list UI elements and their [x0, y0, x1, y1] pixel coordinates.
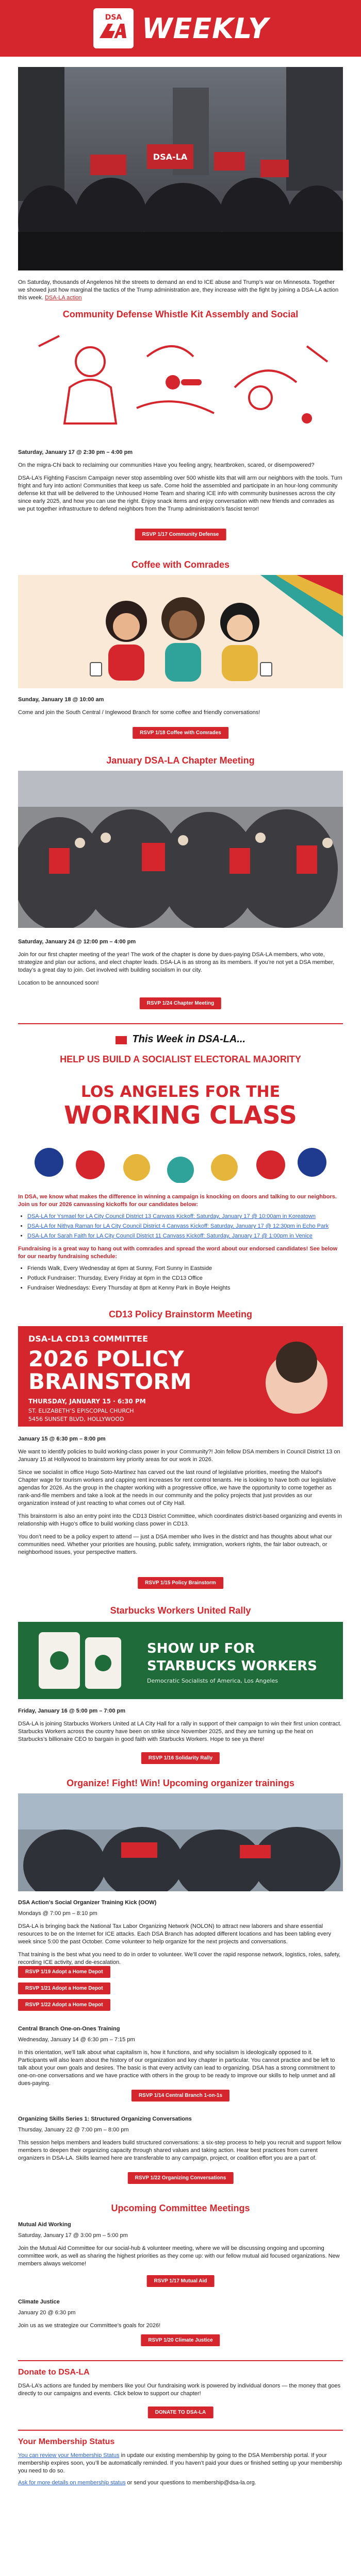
- fundraising-list: [18, 1265, 343, 1292]
- rsvp-chapter-meeting-button[interactable]: RSVP 1/24 Chapter Meeting: [140, 997, 221, 1009]
- starbucks-details: [18, 1707, 343, 1743]
- training-1-body: DSA-LA is bringing back the National Tax Labor Organizing Network (NOLON) to attract new laborers and share essential resources to be on the Internet for ICE attacks. Each DSA Branch has adopted different locations and has been tabling every week since 5:00 the past October. Come volunteer to help organize for the next projects and conversations.: [18, 1923, 332, 1945]
- rose-icon: [116, 1036, 127, 1044]
- training-2-title: Central Branch One-on-Ones Training: [18, 2026, 120, 2032]
- content-body: [0, 302, 361, 2576]
- committee-2-title: Climate Justice: [18, 2299, 60, 2305]
- membership-line1: [18, 2452, 343, 2475]
- organize-details-3: [18, 2115, 343, 2162]
- cd13-datetime: January 15 @ 6:30 pm – 8:00 pm: [18, 1436, 106, 1442]
- chapter-meeting-photo: [18, 771, 343, 928]
- membership-line2-rest: or send your questions to membership@dsa-la.org.: [125, 2480, 256, 2486]
- chapter-meeting-datetime: Saturday, January 24 @ 12:00 pm – 4:00 pm: [18, 939, 136, 945]
- fundraising-intro: Fundraising is a great way to hang out with comrades and spread the word about our endorsed candidates! See below for our nearby fundraising schedule:: [18, 1246, 338, 1260]
- rsvp-adopt-home-depot-2-button[interactable]: RSVP 1/21 Adopt a Home Depot: [18, 1982, 110, 1994]
- cd13-details: [18, 1435, 343, 1556]
- coffee-datetime: Sunday, January 18 @ 10:00 am: [18, 697, 104, 703]
- electoral-banner-line1: LOS ANGELES FOR THE: [80, 1083, 281, 1101]
- fundraising-item: • Potluck Fundraiser: Thursday, Every Friday at 6pm in the CD13 Office: [27, 1275, 343, 1282]
- cd13-body4: You don’t need to be a policy expert to attend — just a DSA member who lives in the district and has thoughts about what our communities need. Whether your priorities are housing, public safety, immigration, workers rights, the fair labor outreach, or neighborhood issues, your perspective matters.: [18, 1534, 332, 1555]
- this-week-heading: This Week in DSA-LA...: [132, 1033, 246, 1045]
- cd13-banner-when: THURSDAY, JANUARY 15 · 6:30 PM: [28, 1398, 146, 1405]
- training-3-title: Organizing Skills Series 1: Structured Organizing Conversations: [18, 2116, 192, 2122]
- coffee-body: Come and join the South Central / Inglewood Branch for some coffee and friendly conversations!: [18, 709, 260, 716]
- committee-2-details: [18, 2298, 343, 2330]
- starbucks-datetime: Friday, January 16 @ 5:00 pm – 7:00 pm: [18, 1708, 126, 1714]
- cd13-banner-year: 2026 POLICY: [28, 1346, 184, 1371]
- chapter-meeting-heading: January DSA-LA Chapter Meeting: [106, 755, 255, 766]
- membership-details-link[interactable]: Ask for more details on membership status: [18, 2480, 126, 2486]
- fundraising-item: • Fundraiser Wednesdays: Every Thursday at 8pm at Kenny Park in Boyle Heights: [27, 1284, 343, 1292]
- intro-paragraph: [18, 279, 343, 302]
- electoral-details: [18, 1193, 343, 1294]
- cd13-banner-word: BRAINSTORM: [28, 1369, 192, 1394]
- committee-1-body: Join the Mutual Aid Committee for our social-hub & volunteer meeting, where we will be discussing ongoing and upcoming committee work, as well as sharing the highest priorities as they come up: with our fellow mutual aid focused organizations. New members always welcome!: [18, 2245, 340, 2267]
- newsletter-title: WEEKLY: [141, 12, 269, 45]
- starbucks-body: DSA-LA is joining Starbucks Workers United at LA City Hall for a rally in support of their campaign to win their first union contract. Starbucks Workers across the country have been on strike since November 2025, and they are turning up the heat on Starbucks’s billionaire CEO to bargain in good faith with Starbucks Workers. Hope to see ya there!: [18, 1721, 342, 1742]
- section-divider: [18, 2360, 343, 2361]
- starbucks-banner-line2: STARBUCKS WORKERS: [147, 1658, 317, 1674]
- training-3-body: This session helps members and leaders build structured conversations: a six-step process to help you recruit and support fellow members to deepen their organizing capacity through shared values and taking action. Hear best practices from current organizers in DSA-LA. Skills learned here are transferable to any campaign, project, or coalition effort you are a part of.: [18, 2140, 341, 2161]
- fundraising-item: • Friends Walk, Every Wednesday at 6pm at Sunny, Fort Sunny in Eastside: [27, 1265, 343, 1273]
- donate-body: DSA-LA’s actions are funded by members like you! Our fundraising work is powered by individual donors — the money that goes directly to our campaigns and events. Click below to support our chapter!: [18, 2383, 341, 2397]
- rsvp-organizing-conversations-button[interactable]: RSVP 1/22 Organizing Conversations: [128, 2172, 234, 2184]
- rsvp-cd13-button[interactable]: RSVP 1/15 Policy Brainstorm: [138, 1577, 223, 1589]
- starbucks-banner-line1: SHOW UP FOR: [147, 1641, 255, 1656]
- committee-2-body: Join us as we strategize our Committee’s goals for 2026!: [18, 2323, 161, 2329]
- coffee-illustration: [18, 575, 343, 688]
- donate-section: [18, 2368, 343, 2398]
- rsvp-adopt-home-depot-1-button[interactable]: RSVP 1/19 Adopt a Home Depot: [18, 1966, 110, 1978]
- donate-heading: Donate to DSA-LA: [18, 2368, 90, 2377]
- organize-heading: Organize! Fight! Win! Upcoming organizer trainings: [67, 1778, 294, 1788]
- training-3-when: Thursday, January 22 @ 7:00 pm – 8:00 pm: [18, 2127, 129, 2133]
- cd13-banner-where: ST. ELIZABETH’S EPISCOPAL CHURCH: [28, 1408, 134, 1414]
- training-2-when: Wednesday, January 14 @ 6:30 pm – 7:15 pm: [18, 2037, 135, 2043]
- membership-line2: [18, 2479, 343, 2487]
- membership-section: [18, 2437, 343, 2487]
- rsvp-community-defense-button[interactable]: RSVP 1/17 Community Defense: [135, 529, 226, 540]
- cd13-heading: CD13 Policy Brainstorm Meeting: [108, 1309, 253, 1319]
- rsvp-climate-justice-button[interactable]: RSVP 1/20 Climate Justice: [141, 2334, 220, 2346]
- committee-2-when: January 20 @ 6:30 pm: [18, 2310, 76, 2316]
- cd13-banner-top: DSA-LA CD13 COMMITTEE: [28, 1334, 149, 1344]
- chapter-meeting-details: [18, 938, 343, 987]
- committee-1-details: [18, 2221, 343, 2268]
- section-divider: [18, 1023, 343, 1024]
- cd13-banner-address: 5456 SUNSET BLVD, HOLLYWOOD: [28, 1416, 124, 1422]
- electoral-banner: [18, 1072, 343, 1183]
- training-1-body2: That training is the best what you need to do in order to volunteer. We’ll cover the rapid response network, logistics, roles, safety, recording ICE activity, and de-escalation.: [18, 1952, 341, 1965]
- community-defense-body: DSA-LA’s Fighting Fascism Campaign never stop assembling over 500 whistle kits that will arm our neighbors with the tools. Turn fright and fury into action! Communities that keep us safe. Come hold the assembled and participate in an hour-long community defense kit that will be delivered to the Unhoused Home Team and sharing ICE info with community businesses across the city since early 2025, and how you can use the right. Enjoy snack items and enjoy conversation with new friends and comrades as we put together infrastructure to defend neighbors from the Trump administration’s fascist terror!: [18, 475, 342, 512]
- starbucks-banner-sub: Democratic Socialists of America, Los Angeles: [147, 1677, 278, 1684]
- training-1-when: Mondays @ 7:00 pm – 8:10 pm: [18, 1910, 97, 1917]
- canvass-item[interactable]: DSA-LA for Nithya Raman for LA City Council District 4 Canvass Kickoff: Saturday, January 17 @ 12:30pm in Echo Park: [27, 1223, 329, 1229]
- cd13-body3: This brainstorm is also an entry point into the CD13 District Committee, which coordinates district-based organizing and events in relationship with Hugo’s office to build working class power in CD13.: [18, 1513, 342, 1527]
- rsvp-adopt-home-depot-3-button[interactable]: RSVP 1/22 Adopt a Home Depot: [18, 1999, 110, 2011]
- electoral-heading: HELP US BUILD A SOCIALIST ELECTORAL MAJORITY: [60, 1054, 301, 1064]
- canvass-item[interactable]: DSA-LA for Ysmael for LA City Council District 13 Canvass Kickoff: Saturday, January 17 @ 10:00am in Koreatown: [27, 1213, 316, 1219]
- cd13-body1: We want to identify policies to build working-class power in your Community?! Join fellow DSA members in Council District 13 on January 15 at Hollywood to brainstorm key priority areas for our work in 2026.: [18, 1449, 340, 1463]
- cd13-body2: Since we socialist in office Hugo Soto-Martinez has carved out the last round of legislative priorities, meeting the Maloof’s Chapter wage for tourism workers and capping rent increases for rent control tenants. He is looking to have both our legislative agendas for 2026. As the group in the chapter working with a progressive office, we have the opportunity to come together as rank-and-file members and take a look at the needs in our community and the policy projects that just provides as our organization instead of just reacting to what comes out of City Hall.: [18, 1469, 336, 1506]
- community-defense-datetime: Saturday, January 17 @ 2:30 pm – 4:00 pm: [18, 449, 133, 455]
- dsa-la-logo: [92, 7, 135, 49]
- membership-heading: Your Membership Status: [18, 2437, 115, 2446]
- starbucks-heading: Starbucks Workers United Rally: [110, 1605, 251, 1616]
- rsvp-central-branch-button[interactable]: RSVP 1/14 Central Branch 1-on-1s: [132, 2090, 229, 2102]
- rsvp-starbucks-button[interactable]: RSVP 1/16 Solidarity Rally: [141, 1752, 220, 1764]
- chapter-meeting-location: Location to be announced soon!: [18, 980, 99, 986]
- chapter-meeting-body: Join for our first chapter meeting of the year! The work of the chapter is done by dues-paying DSA-LA members, who vote, strategize and plan our actions, and elect chapter leads. DSA-LA is as strong as its members. If you’re not yet a DSA member, today’s a great day to join. Get involved with building socialism in our city.: [18, 952, 335, 973]
- coffee-details: [18, 696, 343, 717]
- intro-action-link[interactable]: DSA-LA action: [44, 295, 82, 301]
- training-1-title: DSA Action’s Social Organizer Training Kick (OOW): [18, 1900, 157, 1906]
- electoral-banner-line2: WORKING CLASS: [64, 1101, 297, 1130]
- rsvp-coffee-button[interactable]: RSVP 1/18 Coffee with Comrades: [133, 727, 228, 739]
- organize-details-1: [18, 1899, 343, 1967]
- coffee-heading: Coffee with Comrades: [131, 560, 230, 570]
- organize-photo: [18, 1793, 343, 1891]
- committee-1-title: Mutual Aid Working: [18, 2222, 71, 2228]
- community-defense-illustration: [18, 326, 343, 439]
- training-2-body: In this orientation, we'll talk about what capitalism is, how it functions, and why socialism is ideologically opposed to it. Participants will also learn about the history of our organization and key chapter in particular. You cannot practice and be left to talk about your own goals and desires. The basic is that every activity can lead to organizing. DSA has a strong commitment to one-on-one conversations and we have practice with others in the group to be ready to improve our skills to help unmet and all dues-paying.: [18, 2049, 336, 2087]
- starbucks-banner: [18, 1622, 343, 1699]
- committees-heading: Upcoming Committee Meetings: [111, 2203, 250, 2213]
- organize-details-2: [18, 2025, 343, 2088]
- this-week-header: [0, 1033, 361, 1045]
- electoral-intro: In DSA, we know what makes the difference in winning a campaign is knocking on doors and talking to our neighbors. Join us for our 2026 canvassing kickoffs for our candidates below:: [18, 1194, 337, 1208]
- membership-line1-rest: in update our existing membership by going to the DSA Membership portal. If your membership expires soon, you’ll be automatically reminded. If you haven’t paid your dues or finished setting up your membership you need to do so.: [18, 2452, 342, 2474]
- membership-status-link[interactable]: You can review your Membership Status: [18, 2452, 120, 2459]
- dsa-rose-logo-icon: [92, 7, 135, 49]
- committee-1-when: Saturday, January 17 @ 3:00 pm – 5:00 pm: [18, 2232, 128, 2239]
- intro-text: On Saturday, thousands of Angelenos hit the streets to demand an end to ICE abuse and Trump’s war on Minnesota. Together we showed just how marginal the tactics of the Trump administration are, they increase with the fight by joining a DSA-LA action this week.: [18, 279, 339, 301]
- community-defense-details: [18, 449, 343, 513]
- hero-photo: [18, 67, 343, 270]
- cd13-banner: [18, 1326, 343, 1427]
- logo-org: DSA: [105, 13, 122, 22]
- donate-button[interactable]: DONATE TO DSA-LA: [148, 2406, 214, 2418]
- masthead: [0, 0, 361, 57]
- canvass-item[interactable]: DSA-LA for Sarah Faith for LA City Council District 11 Canvass Kickoff: Saturday, January 17 @ 1:00pm in Venice: [27, 1233, 313, 1239]
- hero-sign-text: DSA-LA: [153, 152, 188, 162]
- rsvp-mutual-aid-button[interactable]: RSVP 1/17 Mutual Aid: [147, 2275, 215, 2287]
- community-defense-question: On the migra-Chi back to reclaiming our communities Have you feeling angry, heartbroken, scared, or disempowered?: [18, 462, 315, 468]
- canvass-list: [18, 1213, 343, 1240]
- section-divider: [18, 2430, 343, 2431]
- community-defense-heading: Community Defense Whistle Kit Assembly and Social: [62, 309, 299, 319]
